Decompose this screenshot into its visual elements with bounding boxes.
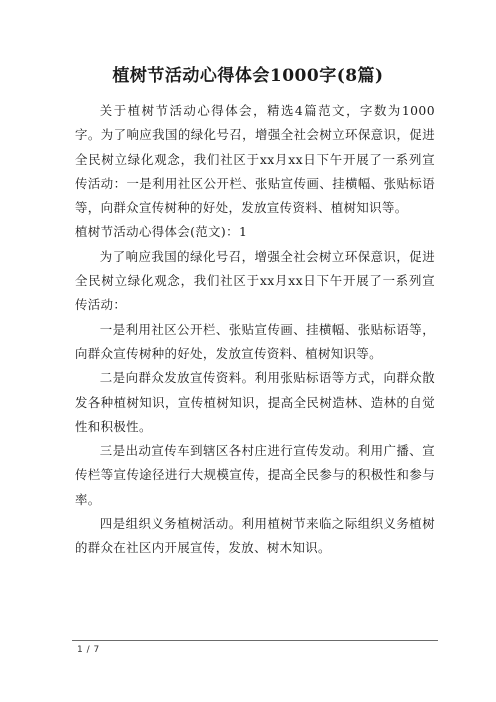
body-paragraph: 二是向群众发放宣传资料。利用张贴标语等方式，向群众散发各种植树知识，宣传植树知识，提高全民树造林、造林的自觉性和积极性。 [75,370,435,434]
page-number: 1 / 7 [77,645,100,655]
body-paragraph: 四是组织义务植树活动。利用植树节来临之际组织义务植树的群众在社区内开展宣传，发放、树木知识。 [75,516,435,556]
document-title: 植树节活动心得体会1000字(8篇) [112,66,384,86]
section-heading: 植树节活动心得体会(范文)：1 [75,224,248,240]
body-paragraph: 一是利用社区公开栏、张贴宣传画、挂横幅、张贴标语等，向群众宣传树种的好处，发放宣传资料、植树知识等。 [75,321,435,361]
body-paragraph: 为了响应我国的绿化号召，增强全社会树立环保意识，促进全民树立绿化观念，我们社区于xx月xx日下午开展了一系列宣传活动： [75,248,435,313]
document-body [75,99,435,561]
intro-paragraph: 关于植树节活动心得体会，精选4篇范文，字数为1000字。为了响应我国的绿化号召，增强全社会树立环保意识，促进全民树立绿化观念，我们社区于xx月xx日下午开展了一系列宣传活动：一是利用社区公开栏、张贴宣传画、挂横幅、张贴标语等，向群众宣传树种的好处，发放宣传资料、植树知识等。 [75,103,435,216]
body-paragraph: 三是出动宣传车到辖区各村庄进行宣传发动。利用广播、宣传栏等宣传途径进行大规模宣传，提高全民参与的积极性和参与率。 [75,443,435,507]
footer-divider [72,640,438,641]
